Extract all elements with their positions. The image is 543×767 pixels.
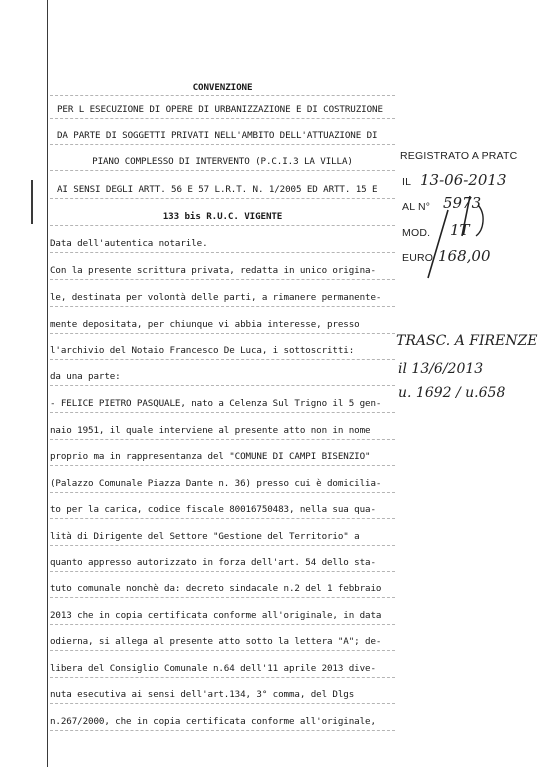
stamp-il-label: IL [402,176,412,188]
ruled-line [50,170,395,171]
body-line: tuto comunale nonchè da: decreto sindacale n.2 del 1 febbraio [50,583,382,594]
ruled-line [50,677,395,678]
ruled-line [50,518,395,519]
ruled-line [50,703,395,704]
ruled-line [50,439,395,440]
ruled-line [50,359,395,360]
body-line: lità di Dirigente del Settore "Gestione del Territorio" a [50,531,360,542]
stamp-euro-value: 168,00 [438,247,491,265]
body-line: Con la presente scrittura privata, redatta in unico origina- [50,265,376,276]
transcription-line-2: il 13/6/2013 [398,361,484,377]
left-margin-line [47,0,48,767]
body-line: libera del Consiglio Comunale n.64 dell'11 aprile 2013 dive- [50,663,376,674]
ruled-line [50,225,395,226]
ruled-line [50,385,395,386]
transcription-line-3: u. 1692 / u.658 [398,385,506,401]
ruled-line [50,465,395,466]
body-line: - FELICE PIETRO PASQUALE, nato a Celenza Sul Trigno il 5 gen- [50,398,382,409]
body-line: l'archivio del Notaio Francesco De Luca, i sottoscritti: [50,345,355,356]
ruled-line [50,650,395,651]
body-line: mente depositata, per chiunque vi abbia interesse, presso [50,319,360,330]
stamp-mod-label: MOD. [402,227,431,239]
body-line: odierna, si allega al presente atto sotto la lettera "A"; de- [50,636,382,647]
ruled-line [50,118,395,119]
stamp-title: REGISTRATO A PRATC [400,150,518,162]
heading-line: DA PARTE DI SOGGETTI PRIVATI NELL'AMBITO DELL'ATTUAZIONE DI [57,130,378,141]
body-line: naio 1951, il quale interviene al presente atto non in nome [50,425,371,436]
stamp-euro-label: EURO [402,252,434,264]
stamp-mod-value: 1T [450,221,470,239]
body-line: Data dell'autentica notarile. [50,238,208,249]
ruled-line [50,279,395,280]
body-line: da una parte: [50,371,121,382]
ruled-line [50,545,395,546]
transcription-line-1: TRASC. A FIRENZE [396,333,538,349]
body-line: (Palazzo Comunale Piazza Dante n. 36) presso cui è domicilia- [50,478,382,489]
ruled-line [50,730,395,731]
ruled-line [50,306,395,307]
stamp-al-value: 5973 [443,194,482,212]
ruled-line [50,144,395,145]
ruled-line [50,597,395,598]
ruled-line [50,624,395,625]
heading-line: 133 bis R.U.C. VIGENTE [162,211,283,222]
ruled-line [50,252,395,253]
document-title: CONVENZIONE [192,82,253,93]
body-line: n.267/2000, che in copia certificata conforme all'originale, [50,716,376,727]
ruled-line [50,412,395,413]
heading-line: PIANO COMPLESSO DI INTERVENTO (P.C.I.3 LA VILLA) [92,156,353,167]
body-line: to per la carica, codice fiscale 80016750483, nella sua qua- [50,504,376,515]
stamp-il-value: 13-06-2013 [420,171,507,189]
ruled-line [50,333,395,334]
ruled-line [50,95,395,96]
heading-line: AI SENSI DEGLI ARTT. 56 E 57 L.R.T. N. 1/2005 ED ARTT. 15 E [57,184,378,195]
left-margin-mark [31,180,33,224]
body-line: 2013 che in copia certificata conforme all'originale, in data [50,610,382,621]
stamp-al-label: AL N° [402,201,431,213]
body-line: nuta esecutiva ai sensi dell'art.134, 3° comma, del Dlgs [50,689,355,700]
body-line: le, destinata per volontà delle parti, a rimanere permanente- [50,292,382,303]
ruled-line [50,492,395,493]
ruled-line [50,571,395,572]
heading-line: PER L ESECUZIONE DI OPERE DI URBANIZZAZIONE E DI COSTRUZIONE [57,104,383,115]
ruled-line [50,198,395,199]
body-line: quanto appresso autorizzato in forza dell'art. 54 dello sta- [50,557,376,568]
body-line: proprio ma in rappresentanza del "COMUNE DI CAMPI BISENZIO" [50,451,371,462]
